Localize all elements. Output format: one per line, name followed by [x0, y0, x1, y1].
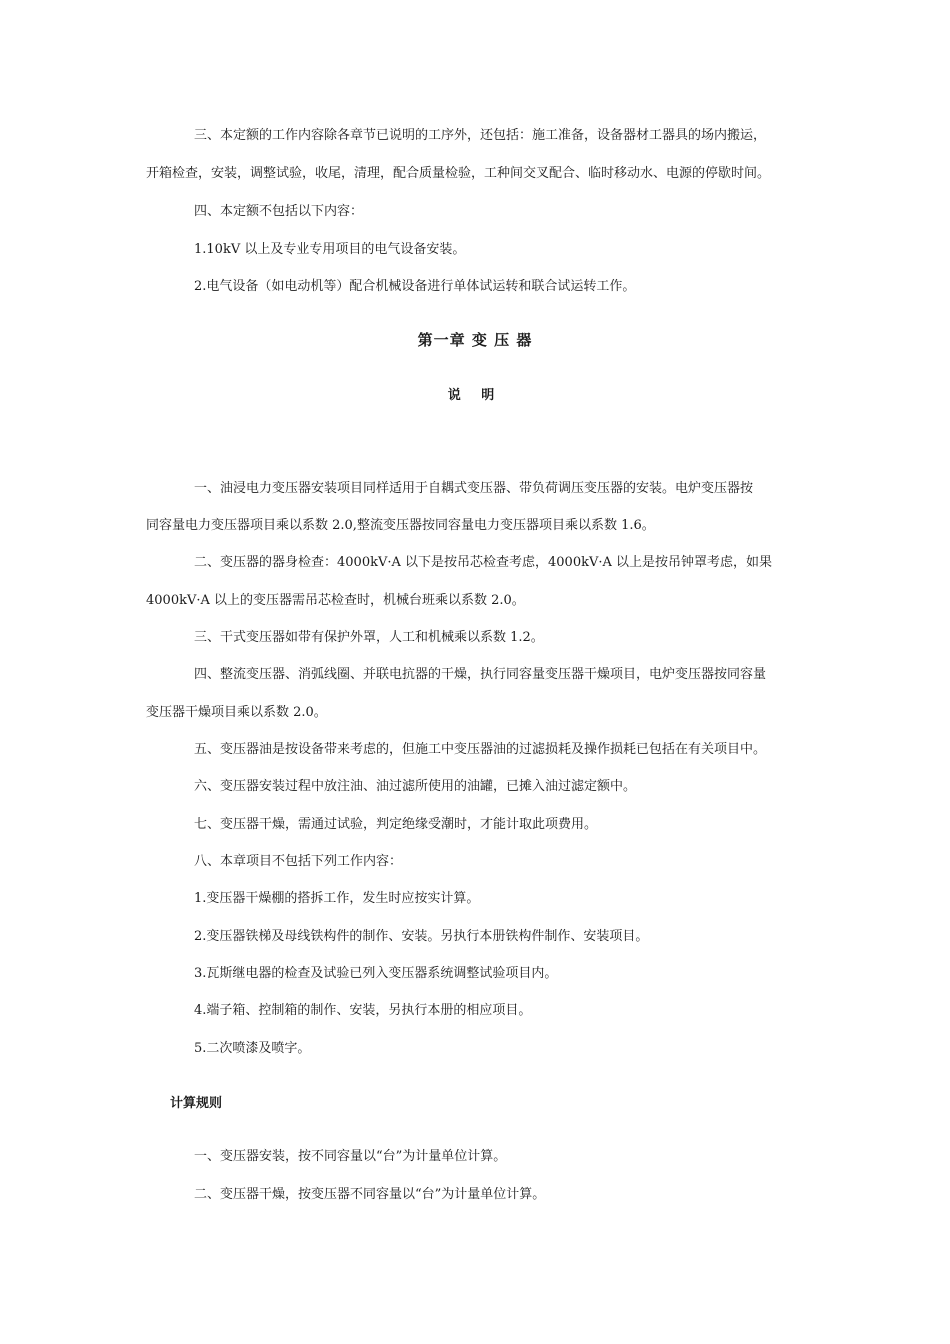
section-subtitle: 说 明 — [447, 388, 503, 403]
explanation-8-item-1: 1.变压器干燥棚的搭拆工作，发生时应按实计算。 — [194, 891, 480, 906]
paragraph-4-item-1: 1.10kV 以上及专业专用项目的电气设备安装。 — [194, 242, 466, 257]
explanation-8-item-3: 3.瓦斯继电器的检查及试验已列入变压器系统调整试验项目内。 — [194, 966, 558, 981]
explanation-1-line-1: 一、油浸电力变压器安装项目同样适用于自耦式变压器、带负荷调压变压器的安装。电炉变压器按 — [194, 481, 754, 496]
rule-1: 一、变压器安装，按不同容量以“台”为计量单位计算。 — [194, 1149, 507, 1164]
rule-2: 二、变压器干燥，按变压器不同容量以“台”为计量单位计算。 — [194, 1187, 546, 1202]
explanation-8: 八、本章项目不包括下列工作内容： — [194, 854, 403, 869]
paragraph-3-line-2: 开箱检查，安装，调整试验，收尾，清理，配合质量检验，工种间交叉配合、临时移动水、电源的停歇时间。 — [146, 166, 771, 181]
explanation-8-item-4: 4.端子箱、控制箱的制作、安装，另执行本册的相应项目。 — [194, 1003, 532, 1018]
explanation-2-line-1: 二、变压器的器身检查：4000kV·A 以下是按吊芯检查考虑，4000kV·A 以上是按吊钟罩考虑，如果 — [194, 555, 773, 570]
explanation-2-line-2: 4000kV·A 以上的变压器需吊芯检查时，机械台班乘以系数 2.0。 — [146, 593, 525, 608]
paragraph-3-line-1: 三、本定额的工作内容除各章节已说明的工序外，还包括：施工准备，设备器材工器具的场内搬运， — [194, 128, 767, 143]
explanation-3: 三、干式变压器如带有保护外罩，人工和机械乘以系数 1.2。 — [194, 630, 544, 645]
paragraph-4-item-2: 2.电气设备（如电动机等）配合机械设备进行单体试运转和联合试运转工作。 — [194, 279, 636, 294]
explanation-1-line-2: 同容量电力变压器项目乘以系数 2.0,整流变压器按同容量电力变压器项目乘以系数 1.6。 — [146, 518, 655, 533]
explanation-6: 六、变压器安装过程中放注油、油过滤所使用的油罐，已摊入油过滤定额中。 — [194, 779, 637, 794]
explanation-5: 五、变压器油是按设备带来考虑的，但施工中变压器油的过滤损耗及操作损耗已包括在有关项目中。 — [194, 742, 767, 757]
explanation-8-item-2: 2.变压器铁梯及母线铁构件的制作、安装。另执行本册铁构件制作、安装项目。 — [194, 929, 649, 944]
paragraph-4: 四、本定额不包括以下内容： — [194, 204, 364, 219]
chapter-title: 第一章 变 压 器 — [417, 331, 533, 349]
explanation-4-line-1: 四、整流变压器、消弧线圈、并联电抗器的干燥，执行同容量变压器干燥项目，电炉变压器按同容量 — [194, 667, 767, 682]
explanation-4-line-2: 变压器干燥项目乘以系数 2.0。 — [146, 705, 327, 720]
explanation-8-item-5: 5.二次喷漆及喷字。 — [194, 1041, 311, 1056]
explanation-7: 七、变压器干燥，需通过试验，判定绝缘受潮时，才能计取此项费用。 — [194, 817, 598, 832]
rules-heading: 计算规则 — [170, 1096, 223, 1111]
